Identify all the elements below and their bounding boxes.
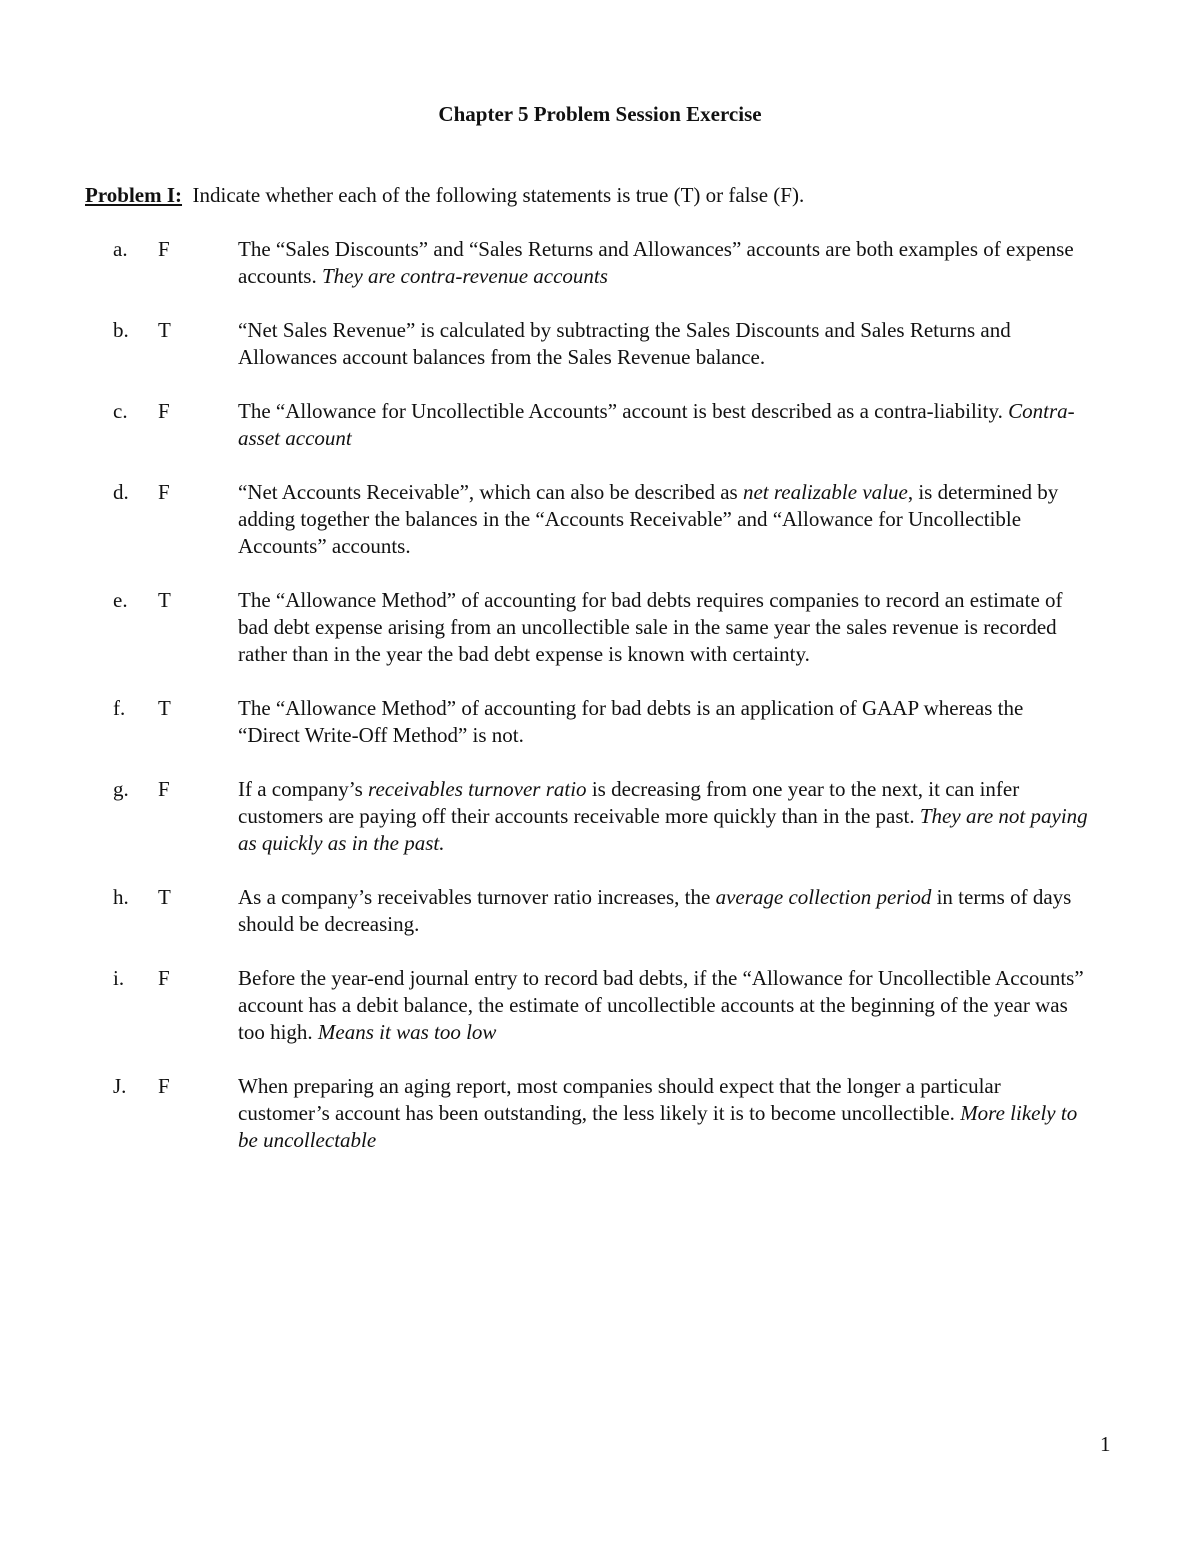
statement-text — [238, 695, 1088, 749]
statement-segment: The “Allowance Method” of accounting for bad debts is an application of GAAP whereas the “Direct Write-Off Method” is not. — [238, 696, 1024, 747]
statement-segment: The “Sales Discounts” and “Sales Returns and Allowances” accounts are both examples of expense accounts. — [238, 237, 1074, 288]
statement-letter: a. — [113, 237, 128, 261]
statement-item — [0, 965, 1200, 1046]
statement-text — [238, 776, 1088, 857]
statement-note: They are contra-revenue accounts — [321, 264, 608, 288]
statement-text — [238, 1073, 1088, 1154]
statement-note: receivables turnover ratio — [368, 777, 587, 801]
statement-letter: e. — [113, 588, 128, 612]
statement-note: average collection period — [715, 885, 932, 909]
statement-letter: f. — [113, 696, 126, 720]
statement-segment: The “Allowance for Uncollectible Accounts” account is best described as a contra-liability. — [238, 399, 1009, 423]
statement-answer: F — [158, 399, 170, 423]
problem-intro — [85, 182, 1125, 209]
statement-letter: i. — [113, 966, 125, 990]
statement-segment: “Net Accounts Receivable”, which can also be described as — [238, 480, 743, 504]
statement-text — [238, 398, 1088, 452]
statement-note: net realizable value — [742, 480, 908, 504]
statement-letter: d. — [113, 480, 129, 504]
statement-segment: in terms of days should be decreasing. — [238, 885, 1072, 936]
statement-segment: , is determined by adding together the balances in the “Accounts Receivable” and “Allowance for Uncollectible Accounts” accounts. — [238, 480, 1059, 558]
statement-answer: F — [158, 237, 170, 261]
statement-segment: “Net Sales Revenue” is calculated by subtracting the Sales Discounts and Sales Returns and Allowances account balances from the Sales Revenue balance. — [238, 318, 1011, 369]
statement-item — [0, 398, 1200, 452]
statement-note: Means it was too low — [317, 1020, 497, 1044]
statement-text — [238, 965, 1088, 1046]
problem-label: Problem I: — [85, 183, 183, 207]
page-title: Chapter 5 Problem Session Exercise — [438, 102, 762, 126]
statement-item — [0, 317, 1200, 371]
statement-answer: F — [158, 480, 170, 504]
statement-segment: is decreasing from one year to the next, it can infer customers are paying off their accounts receivable more quickly than in the past. — [238, 777, 1020, 828]
statement-segment: As a company’s receivables turnover ratio increases, the — [238, 885, 716, 909]
statement-note: They are not paying as quickly as in the past. — [238, 804, 1088, 855]
statement-letter: g. — [113, 777, 129, 801]
statement-note: Contra-asset account — [238, 399, 1075, 450]
statement-item — [0, 1073, 1200, 1154]
statement-segment: The “Allowance Method” of accounting for bad debts requires companies to record an estimate of bad debt expense arising from an uncollectible sale in the same year the sales revenue is recorded rather than in the year the bad debt expense is known with certainty. — [238, 588, 1063, 666]
statement-letter: J. — [113, 1074, 127, 1098]
statement-segment: Before the year-end journal entry to record bad debts, if the “Allowance for Uncollectible Accounts” account has a debit balance, the estimate of uncollectible accounts at the beginning of the year was too high. — [238, 966, 1084, 1044]
statement-item — [0, 479, 1200, 560]
statement-item — [0, 776, 1200, 857]
statement-answer: T — [158, 885, 171, 909]
problem-instruction: Indicate whether each of the following statements is true (T) or false (F). — [192, 183, 805, 207]
statement-item — [0, 236, 1200, 290]
statement-letter: c. — [113, 399, 128, 423]
statement-answer: F — [158, 777, 170, 801]
statement-item — [0, 884, 1200, 938]
statement-answer: T — [158, 696, 171, 720]
statement-letter: h. — [113, 885, 129, 909]
statement-list — [0, 236, 1200, 1181]
statement-answer: T — [158, 318, 171, 342]
statement-text — [238, 479, 1088, 560]
statement-letter: b. — [113, 318, 129, 342]
statement-text — [238, 317, 1088, 371]
statement-item — [0, 587, 1200, 668]
statement-text — [238, 587, 1088, 668]
statement-answer: F — [158, 1074, 170, 1098]
page-number: 1 — [1100, 1432, 1111, 1456]
statement-segment: If a company’s — [238, 777, 369, 801]
statement-answer: T — [158, 588, 171, 612]
statement-text — [238, 236, 1088, 290]
statement-answer: F — [158, 966, 170, 990]
statement-note: More likely to be uncollectable — [238, 1101, 1078, 1152]
statement-text — [238, 884, 1088, 938]
statement-item — [0, 695, 1200, 749]
statement-segment: When preparing an aging report, most companies should expect that the longer a particular customer’s account has been outstanding, the less likely it is to become uncollectible. — [238, 1074, 1001, 1125]
